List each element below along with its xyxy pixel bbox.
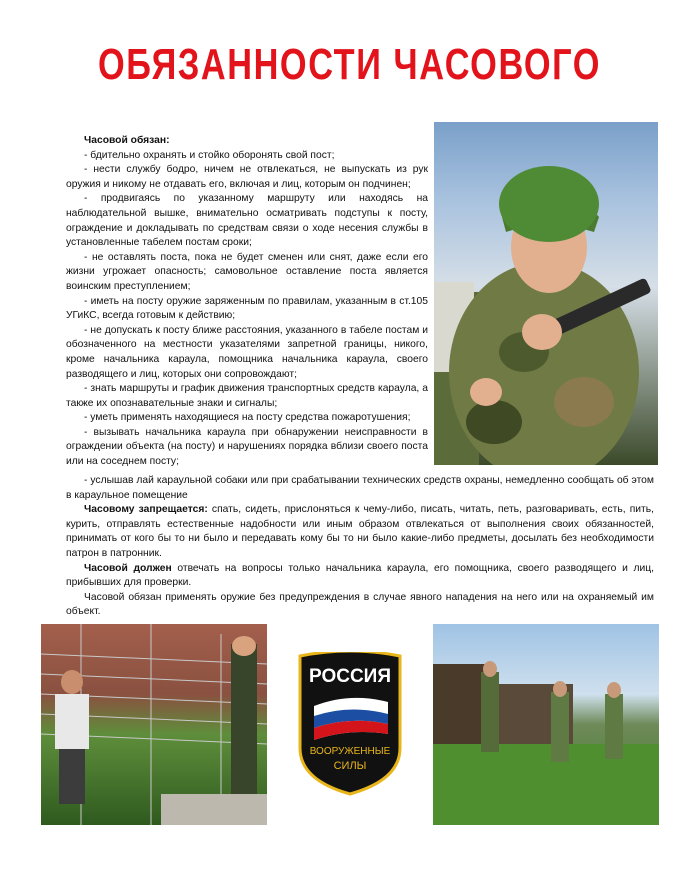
- duty-item: - иметь на посту оружие заряженным по правилам, указанным в ст.105 УГиКС, всегда готовым к действию;: [66, 295, 428, 322]
- duty-item-last: - услышав лай караульной собаки или при срабатывании технических средств охраны, немедленно сообщать об этом в караульное помещение: [66, 475, 654, 501]
- must-heading: Часовой должен: [84, 562, 172, 574]
- fence-photo: [41, 624, 267, 825]
- patrol-illustration: [433, 624, 659, 825]
- patrol-photo: [433, 624, 659, 825]
- emblem-line2: СИЛЫ: [333, 760, 367, 772]
- forbidden-paragraph: [66, 503, 654, 561]
- soldier-photo: [434, 122, 658, 465]
- duty-item: - нести службу бодро, ничем не отвлекаться, не выпускать из рук оружия и никому не отдавать его, включая и лиц, которым он подчинен;: [66, 164, 428, 190]
- final-paragraph: Часовой обязан применять оружие без предупреждения в случае явного нападения на него или на охраняемый им объект.: [66, 591, 654, 618]
- duties-heading: Часовой обязан:: [84, 135, 170, 146]
- forbidden-text: спать, сидеть, прислоняться к чему-либо, писать, читать, петь, разговаривать, есть, пить, курить, отправлять естественные надобности или иным образом отвлекаться от выполнения своих обязанностей, принимать от кого бы то ни было и передавать кому бы то ни было какие-либо предметы, досылать без необходимости патрон в патронник.: [66, 504, 655, 559]
- duty-item: - бдительно охранять и стойко оборонять свой пост;: [84, 149, 335, 161]
- wide-text-block: [66, 474, 654, 620]
- must-paragraph: [66, 562, 654, 591]
- page-title: ОБЯЗАННОСТИ ЧАСОВОГО: [97, 40, 602, 89]
- duty-item: - уметь применять находящиеся на посту средства пожаротушения;: [84, 412, 411, 424]
- duties-column: [66, 134, 428, 470]
- emblem-line1: ВООРУЖЕННЫЕ: [309, 746, 391, 757]
- fence-illustration: [41, 624, 267, 825]
- duty-item: - продвигаясь по указанному маршруту или находясь на наблюдательной вышке, внимательно осматривать подступы к посту, ограждение и докладывать по средствам связи о ходе несения службы в установленные табелем постам сроки;: [66, 193, 428, 249]
- soldier-illustration: [434, 122, 658, 465]
- emblem-top-text: РОССИЯ: [309, 666, 391, 687]
- duty-item: - не оставлять поста, пока не будет сменен или снят, даже если его жизни угрожает опасность; самовольное оставление поста является воинским преступлением;: [66, 251, 428, 292]
- duty-item: - знать маршруты и график движения транспортных средств караула, а также их опознавательные знаки и сигналы;: [66, 383, 428, 409]
- must-text: отвечать на вопросы только начальника караула, его помощника, своего разводящего и лиц, прибывших для проверки.: [66, 562, 655, 589]
- duty-item: - вызывать начальника караула при обнаружении неисправности в ограждении объекта (на посту) и нарушениях порядка вблизи своего поста или на соседнем посту;: [66, 426, 428, 468]
- armed-forces-emblem: [296, 652, 404, 796]
- forbidden-heading: Часовому запрещается:: [84, 504, 208, 516]
- duty-item: - не допускать к посту ближе расстояния, указанного в табеле постам и обозначенного на местности указателями запретной границы, никого, кроме начальника караула, помощника начальника караула, своего разводящего и лиц, которых они сопровождают;: [66, 324, 428, 380]
